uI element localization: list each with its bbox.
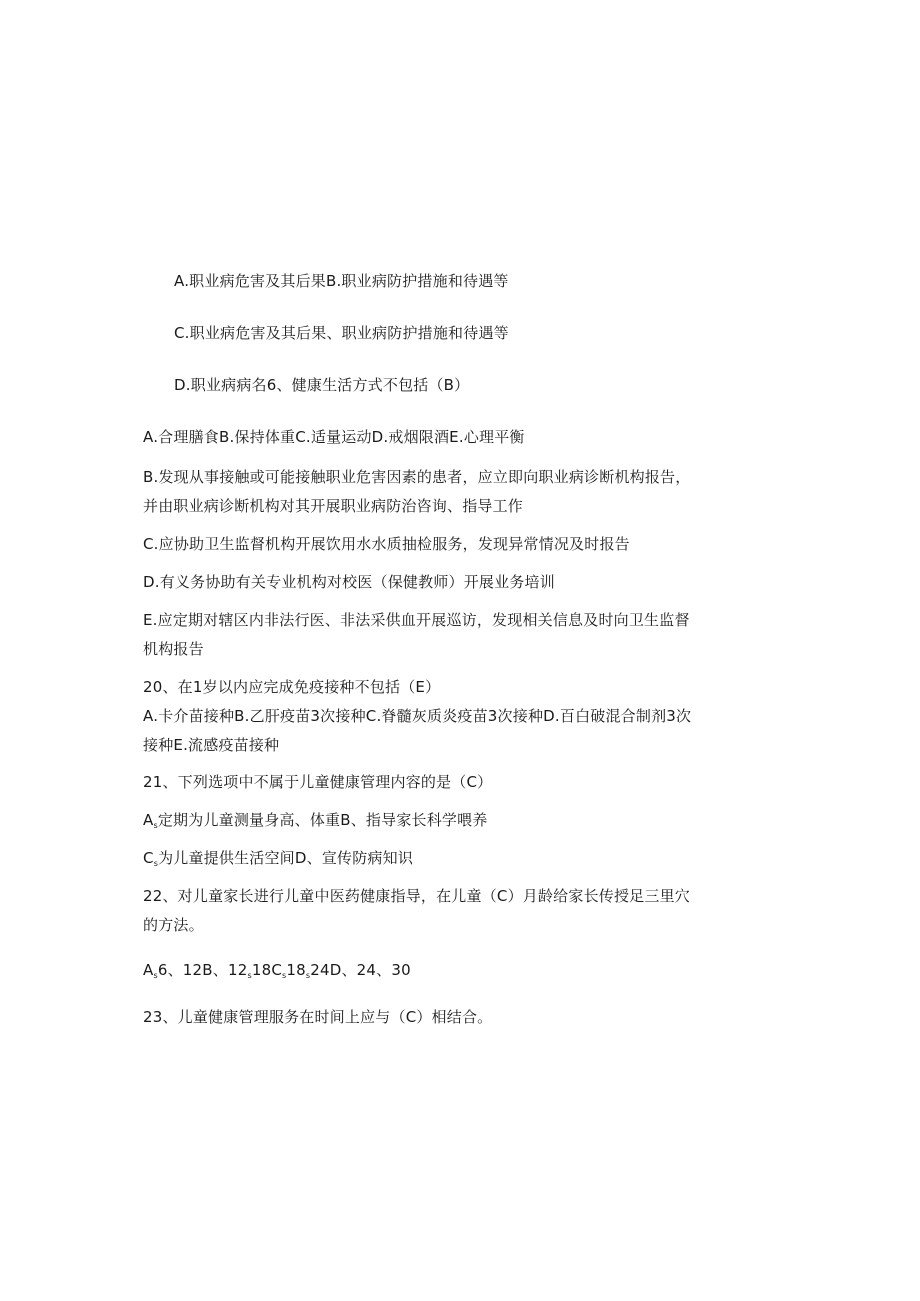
question-21: 21、下列选项中不属于儿童健康管理内容的是（C） bbox=[143, 773, 493, 791]
subscript-mark: s bbox=[282, 971, 287, 980]
option-text: 18C bbox=[251, 961, 282, 979]
options-question-20-line-2: 接种E.流感疫苗接种 bbox=[143, 736, 280, 754]
question-20: 20、在1岁以内应完成免疫接种不包括（E） bbox=[143, 678, 441, 696]
option-e-line-1: E.应定期对辖区内非法行医、非法采供血开展巡访，发现相关信息及时向卫生监督 bbox=[143, 611, 690, 629]
subscript-mark: s bbox=[305, 971, 311, 980]
option-text: 为儿童提供生活空间D、宣传防病知识 bbox=[158, 849, 414, 867]
option-text: 24D、24、30 bbox=[310, 961, 411, 979]
subscript-mark: s bbox=[153, 971, 158, 980]
option-line-occupational-ab: A.职业病危害及其后果B.职业病防护措施和待遇等 bbox=[174, 272, 509, 290]
question-23: 23、儿童健康管理服务在时间上应与（C）相结合。 bbox=[143, 1008, 493, 1026]
option-c-line: C.应协助卫生监督机构开展饮用水水质抽检服务，发现异常情况及时报告 bbox=[143, 535, 630, 553]
option-text: 定期为儿童测量身高、体重B、指导家长科学喂养 bbox=[157, 811, 488, 829]
question-6-line: D.职业病病名6、健康生活方式不包括（B） bbox=[174, 376, 470, 394]
options-question-22 bbox=[143, 960, 411, 980]
option-line-occupational-c: C.职业病危害及其后果、职业病防护措施和待遇等 bbox=[174, 324, 509, 342]
option-text: A bbox=[143, 961, 154, 979]
option-text: 18 bbox=[286, 961, 306, 979]
options-question-21-line-2 bbox=[143, 848, 413, 868]
option-b-line-2: 并由职业病诊断机构对其开展职业病防治咨询、指导工作 bbox=[143, 497, 524, 515]
options-question-6: A.合理膳食B.保持体重C.适量运动D.戒烟限酒E.心理平衡 bbox=[143, 428, 525, 446]
option-d-line: D.有义务协助有关专业机构对校医（保健教师）开展业务培训 bbox=[143, 573, 555, 591]
subscript-mark: s bbox=[153, 821, 158, 830]
option-letter: A bbox=[143, 811, 154, 829]
option-letter: C bbox=[143, 849, 154, 867]
option-e-line-2: 机构报告 bbox=[143, 640, 204, 658]
options-question-21-line-1 bbox=[143, 810, 488, 830]
subscript-mark: s bbox=[247, 971, 252, 980]
question-22-line-1: 22、对儿童家长进行儿童中医药健康指导，在儿童（C）月龄给家长传授足三里穴 bbox=[143, 887, 690, 905]
option-text: 6、12B、12 bbox=[157, 961, 248, 979]
options-question-20-line-1: A.卡介苗接种B.乙肝疫苗3次接种C.脊髓灰质炎疫苗3次接种D.百白破混合制剂3次 bbox=[143, 707, 692, 725]
option-b-line-1: B.发现从事接触或可能接触职业危害因素的患者，应立即向职业病诊断机构报告， bbox=[143, 468, 691, 486]
subscript-mark: s bbox=[153, 859, 159, 868]
question-22-line-2: 的方法。 bbox=[143, 916, 204, 934]
